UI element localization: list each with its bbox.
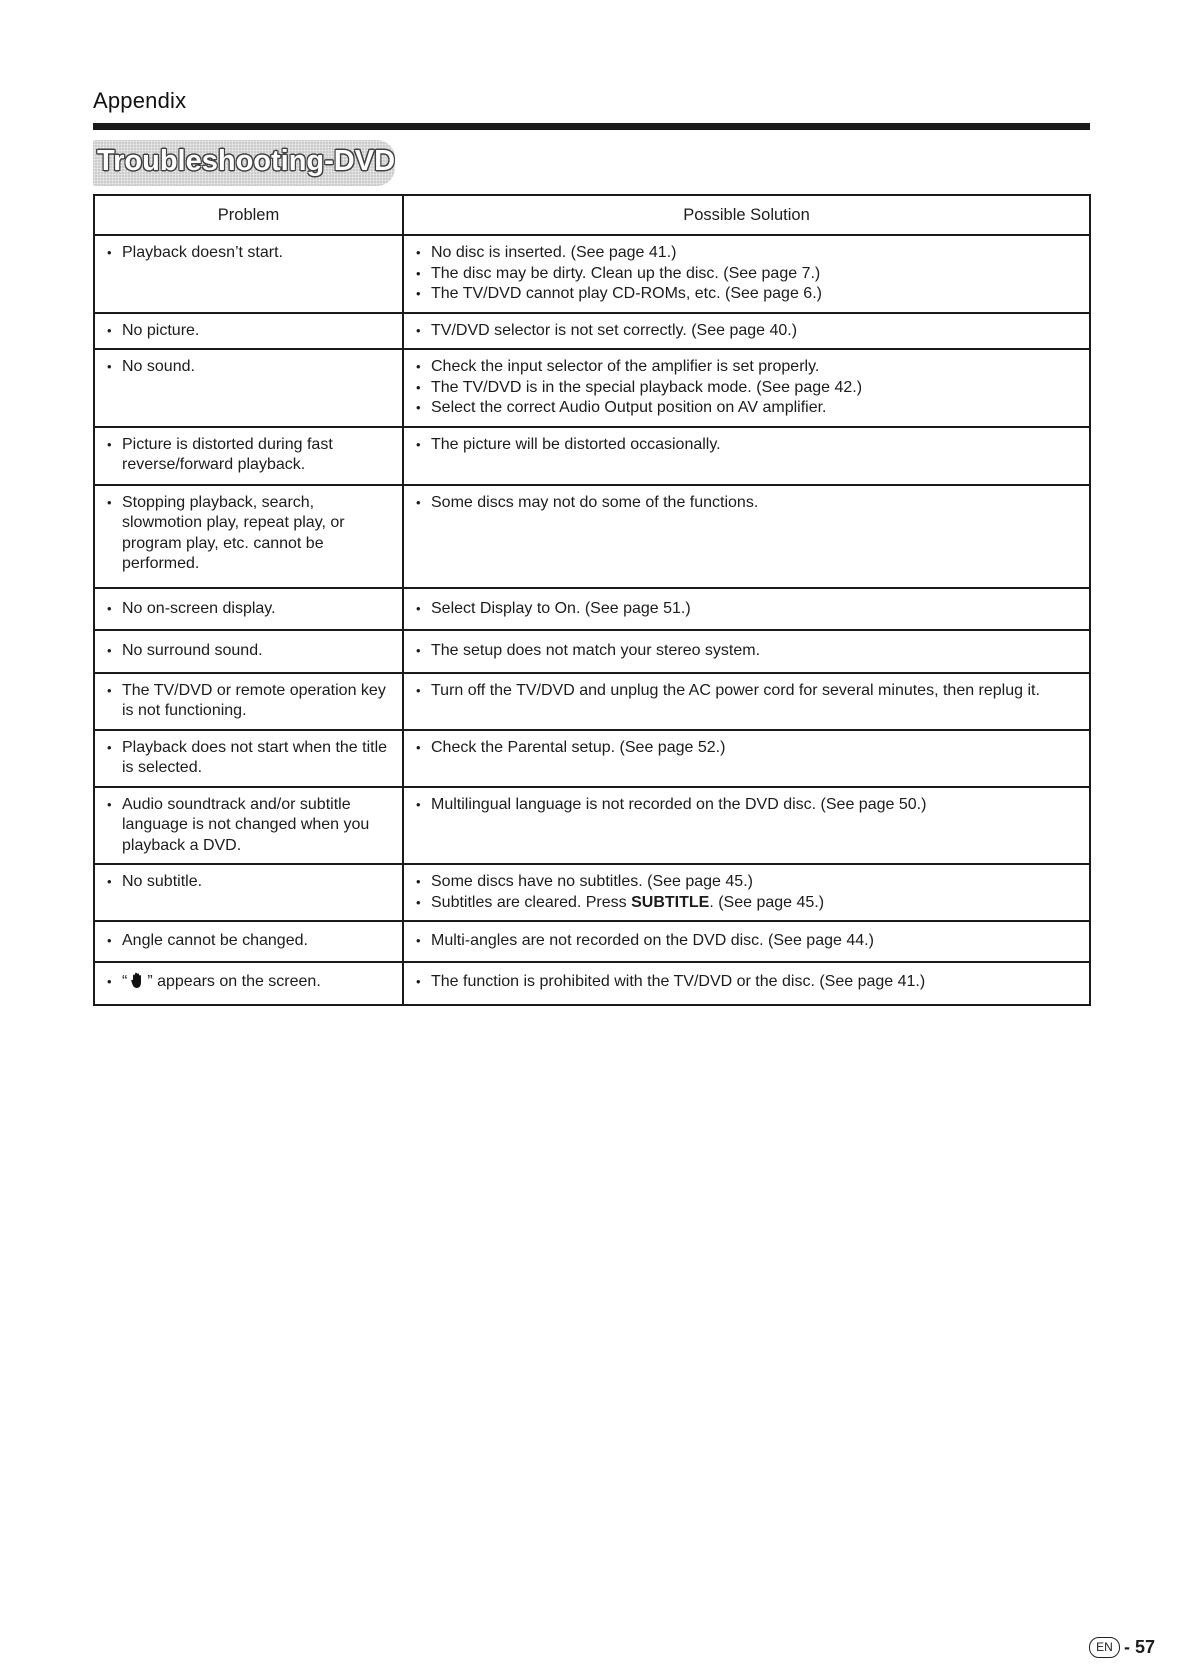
- solution-text: • TV/DVD selector is not set correctly. (See page 40.): [412, 321, 1079, 342]
- solution-cell: [403, 787, 1090, 865]
- solution-text: • Multi-angles are not recorded on the DVD disc. (See page 44.): [412, 931, 1079, 952]
- solution-text: • Subtitles are cleared. Press SUBTITLE. (See page 45.): [412, 893, 1079, 914]
- page-number-text: - 57: [1124, 1637, 1156, 1657]
- solution-cell: [403, 962, 1090, 1006]
- subtitle-button-label: SUBTITLE: [631, 893, 710, 911]
- table-row: [94, 588, 1090, 631]
- solution-text: • The picture will be distorted occasionally.: [412, 435, 1079, 456]
- table-row: [94, 864, 1090, 921]
- problem-cell: [94, 921, 403, 962]
- problem-cell: [94, 485, 403, 588]
- table-header-row: [94, 195, 1090, 235]
- solution-text: • The TV/DVD cannot play CD-ROMs, etc. (See page 6.): [412, 284, 1079, 305]
- solution-cell: [403, 673, 1090, 730]
- solution-text: • Check the Parental setup. (See page 52.): [412, 738, 1079, 759]
- problem-cell: [94, 313, 403, 350]
- problem-text: • No sound.: [103, 357, 392, 378]
- problem-text: • Angle cannot be changed.: [103, 931, 392, 952]
- problem-text: • No surround sound.: [103, 641, 392, 662]
- table-row: [94, 630, 1090, 673]
- problem-text: • No on-screen display.: [103, 599, 392, 620]
- solution-text: • Multilingual language is not recorded on the DVD disc. (See page 50.): [412, 795, 1079, 816]
- table-row: [94, 313, 1090, 350]
- problem-cell: [94, 730, 403, 787]
- problem-cell: [94, 588, 403, 631]
- problem-cell: [94, 787, 403, 865]
- table-row: [94, 787, 1090, 865]
- solution-text: • Some discs have no subtitles. (See page 45.): [412, 872, 1079, 893]
- column-header-solution: Possible Solution: [403, 195, 1090, 235]
- problem-text: • The TV/DVD or remote operation key is not functioning.: [103, 681, 392, 722]
- solution-cell: [403, 730, 1090, 787]
- table-row: [94, 730, 1090, 787]
- solution-text: • Select the correct Audio Output position on AV amplifier.: [412, 398, 1079, 419]
- problem-text: • “ ” appears on the screen.: [103, 972, 392, 996]
- problem-text: • Playback doesn’t start.: [103, 243, 392, 264]
- solution-cell: [403, 921, 1090, 962]
- problem-cell: [94, 673, 403, 730]
- problem-text: • Stopping playback, search, slowmotion play, repeat play, or program play, etc. cannot be performed.: [103, 493, 392, 575]
- solution-text: • The function is prohibited with the TV/DVD or the disc. (See page 41.): [412, 972, 1079, 993]
- troubleshooting-table: [93, 194, 1091, 1006]
- solution-text: • Check the input selector of the amplifier is set properly.: [412, 357, 1079, 378]
- problem-text: • Playback does not start when the title is selected.: [103, 738, 392, 779]
- table-row: [94, 235, 1090, 313]
- solution-cell: [403, 485, 1090, 588]
- page-title: Troubleshooting-DVD: [97, 145, 396, 177]
- table-row: [94, 427, 1090, 485]
- column-header-problem: Problem: [94, 195, 403, 235]
- problem-cell: [94, 349, 403, 427]
- problem-cell: [94, 630, 403, 673]
- language-badge: EN: [1089, 1637, 1120, 1658]
- solution-cell: [403, 630, 1090, 673]
- table-row: [94, 921, 1090, 962]
- prohibited-hand-icon: [131, 972, 143, 996]
- solution-text: • Select Display to On. (See page 51.): [412, 599, 1079, 620]
- solution-text: • No disc is inserted. (See page 41.): [412, 243, 1079, 264]
- problem-text: • Picture is distorted during fast reverse/forward playback.: [103, 435, 392, 476]
- table-row: [94, 349, 1090, 427]
- problem-cell: [94, 427, 403, 485]
- solution-text: • Some discs may not do some of the functions.: [412, 493, 1079, 514]
- solution-cell: [403, 864, 1090, 921]
- title-banner: [93, 140, 395, 186]
- solution-cell: [403, 313, 1090, 350]
- solution-cell: [403, 427, 1090, 485]
- solution-cell: [403, 235, 1090, 313]
- table-row: [94, 673, 1090, 730]
- solution-cell: [403, 349, 1090, 427]
- page-number: [1089, 1637, 1155, 1658]
- solution-text: • The disc may be dirty. Clean up the disc. (See page 7.): [412, 264, 1079, 285]
- problem-cell: [94, 235, 403, 313]
- header-rule: [93, 123, 1090, 130]
- problem-cell: [94, 864, 403, 921]
- problem-text: • No picture.: [103, 321, 392, 342]
- table-row: [94, 962, 1090, 1006]
- section-label: Appendix: [93, 88, 187, 113]
- table-row: [94, 485, 1090, 588]
- problem-text: • No subtitle.: [103, 872, 392, 893]
- problem-text: • Audio soundtrack and/or subtitle language is not changed when you playback a DVD.: [103, 795, 392, 857]
- solution-text: • The setup does not match your stereo system.: [412, 641, 1079, 662]
- solution-text: • The TV/DVD is in the special playback mode. (See page 42.): [412, 378, 1079, 399]
- problem-cell: [94, 962, 403, 1006]
- solution-cell: [403, 588, 1090, 631]
- solution-text: • Turn off the TV/DVD and unplug the AC power cord for several minutes, then replug it.: [412, 681, 1079, 702]
